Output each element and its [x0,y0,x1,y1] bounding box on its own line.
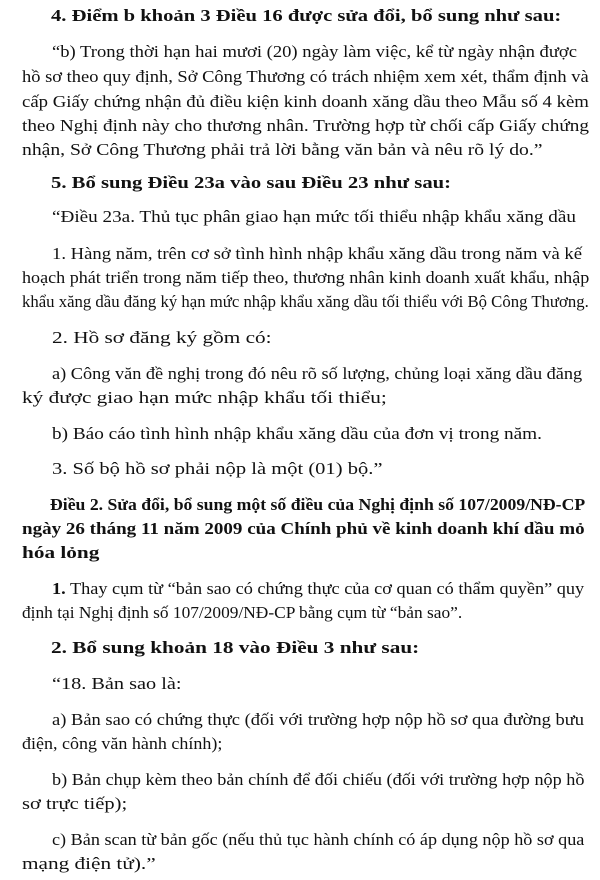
paragraph-line: b) Báo cáo tình hình nhập khẩu xăng dầu của đơn vị trong năm. [52,424,542,443]
paragraph-line: 2. Hồ sơ đăng ký gồm có: [52,328,272,347]
paragraph-line: định tại Nghị định số 107/2009/NĐ-CP bằng cụm từ “bản sao”. [22,603,463,622]
paragraph-line: ký được giao hạn mức nhập khẩu tối thiểu; [22,388,387,407]
paragraph-line: khẩu xăng dầu đăng ký hạn mức nhập khẩu xăng dầu tối thiểu với Bộ Công Thương. [22,292,589,311]
paragraph-line: hoạch phát triển trong năm tiếp theo, thương nhân kinh doanh xuất khẩu, nhập [22,268,590,287]
paragraph-line: b) Bản chụp kèm theo bản chính để đối chiếu (đối với trường hợp nộp hồ [52,770,585,789]
paragraph-line: a) Bản sao có chứng thực (đối với trường hợp nộp hồ sơ qua đường bưu [52,710,585,729]
paragraph-line [52,579,584,599]
paragraph-line: 1. Hàng năm, trên cơ sở tình hình nhập khẩu xăng dầu trong năm và kế [52,244,583,263]
heading-item-2: 2. Bổ sung khoản 18 vào Điều 3 như sau: [51,638,420,657]
paragraph-line: a) Công văn đề nghị trong đó nêu rõ số lượng, chủng loại xăng dầu đăng [52,364,583,383]
paragraph-line: c) Bản scan từ bản gốc (nếu thủ tục hành chính có áp dụng nộp hồ sơ qua [52,830,585,849]
paragraph-line: cấp Giấy chứng nhận đủ điều kiện kinh doanh xăng dầu theo Mẫu số 4 kèm [22,92,589,111]
paragraph-line: 3. Số bộ hồ sơ phải nộp là một (01) bộ.” [52,459,383,478]
paragraph-line: điện, công văn hành chính); [22,734,223,753]
paragraph-line: hồ sơ theo quy định, Sở Công Thương có trách nhiệm xem xét, thẩm định và [22,67,589,86]
article-2-heading: ngày 26 tháng 11 năm 2009 của Chính phủ về kinh doanh khí dầu mỏ [22,519,585,538]
article-2-heading: Điều 2. Sửa đổi, bổ sung một số điều của Nghị định số 107/2009/NĐ-CP [50,495,586,514]
paragraph-line: sơ trực tiếp); [22,794,128,813]
article-title-line: “Điều 23a. Thủ tục phân giao hạn mức tối thiểu nhập khẩu xăng dầu [52,207,576,226]
heading-item-4: 4. Điểm b khoản 3 Điều 16 được sửa đổi, bổ sung như sau: [51,6,562,25]
item-number: 1. [52,579,66,598]
paragraph-line: mạng điện tử).” [22,854,156,873]
paragraph-line: “b) Trong thời hạn hai mươi (20) ngày làm việc, kể từ ngày nhận được [52,42,577,61]
paragraph-line: theo Nghị định này cho thương nhân. Trường hợp từ chối cấp Giấy chứng [22,116,589,135]
heading-item-5: 5. Bổ sung Điều 23a vào sau Điều 23 như sau: [51,173,452,192]
paragraph-line: “18. Bản sao là: [52,674,182,693]
article-2-heading: hóa lỏng [22,543,100,562]
paragraph-line: nhận, Sở Công Thương phải trả lời bằng văn bản và nêu rõ lý do.” [22,140,543,159]
item-text: Thay cụm từ “bản sao có chứng thực của cơ quan có thẩm quyền” quy [65,579,585,598]
